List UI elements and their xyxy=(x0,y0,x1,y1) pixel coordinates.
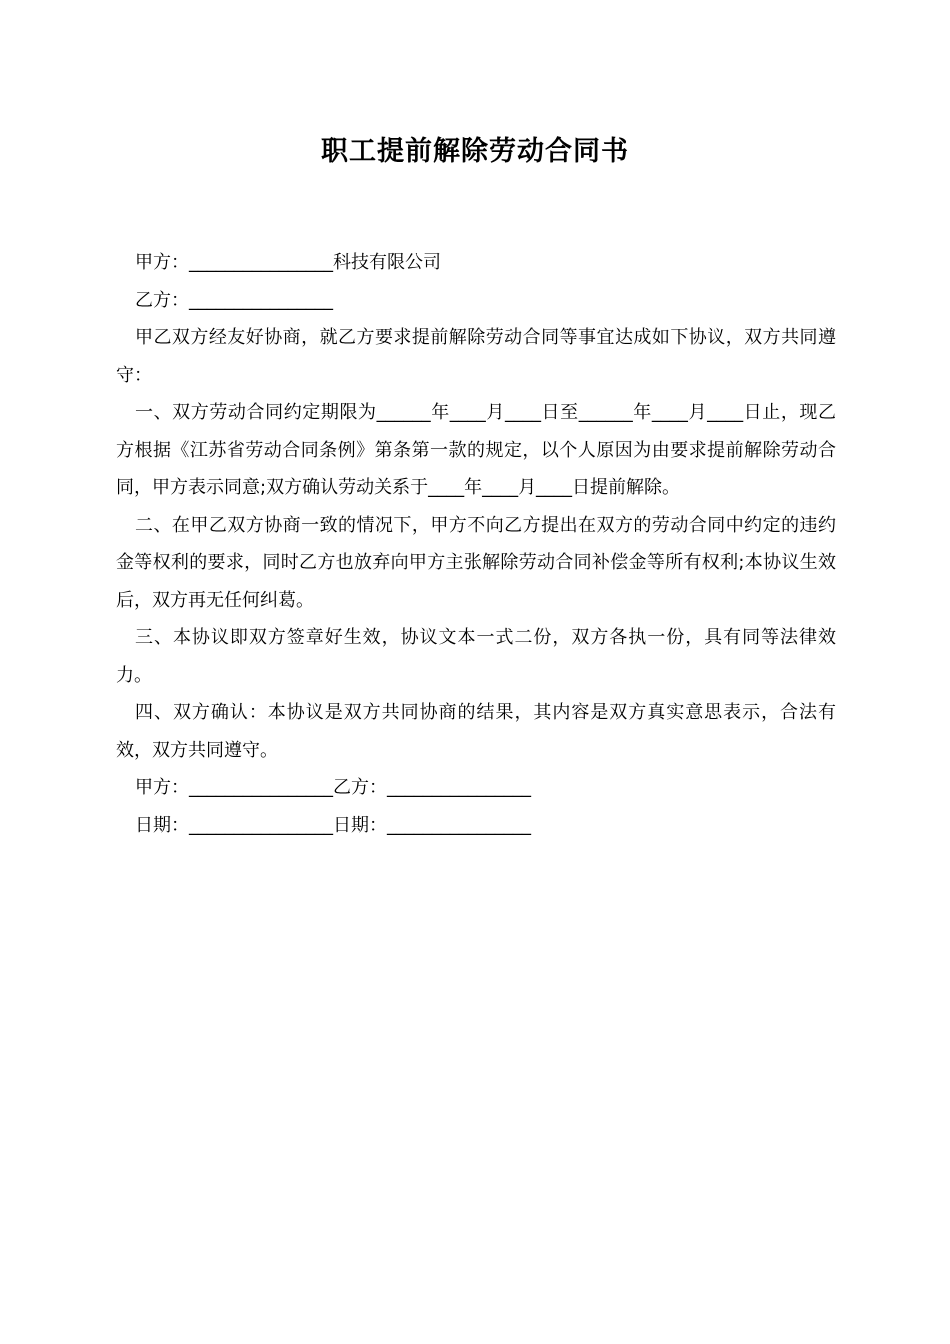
party-a-line: 甲方：________________科技有限公司 xyxy=(135,252,441,273)
party-b-line: 乙方：________________ xyxy=(135,289,333,311)
clause-4: 四、双方确认：本协议是双方共同协商的结果，其内容是双方真实意思表示，合法有效，双方共同遵守。 xyxy=(116,702,836,761)
signature-line: 甲方：________________乙方：________________ xyxy=(135,777,531,798)
date-line: 日期：________________日期：________________ xyxy=(135,814,531,836)
document-title: 职工提前解除劳动合同书 xyxy=(321,136,629,167)
intro-paragraph: 甲乙双方经友好协商，就乙方要求提前解除劳动合同等事宜达成如下协议，双方共同遵守： xyxy=(116,327,836,386)
clause-1: 一、双方劳动合同约定期限为______年____月____日至______年____月____日止，现乙方根据《江苏省劳动合同条例》第条第一款的规定，以个人原因为由要求提前解除劳动合同，甲方表示同意;双方确认劳动关系于____年____月____日提前解除。 xyxy=(116,402,836,498)
document-body xyxy=(116,244,836,844)
clause-2: 二、在甲乙双方协商一致的情况下，甲方不向乙方提出在双方的劳动合同中约定的违约金等权利的要求，同时乙方也放弃向甲方主张解除劳动合同补偿金等所有权利;本协议生效后，双方再无任何纠葛。 xyxy=(116,514,836,611)
clause-3: 三、本协议即双方签章好生效，协议文本一式二份，双方各执一份，具有同等法律效力。 xyxy=(116,627,836,686)
